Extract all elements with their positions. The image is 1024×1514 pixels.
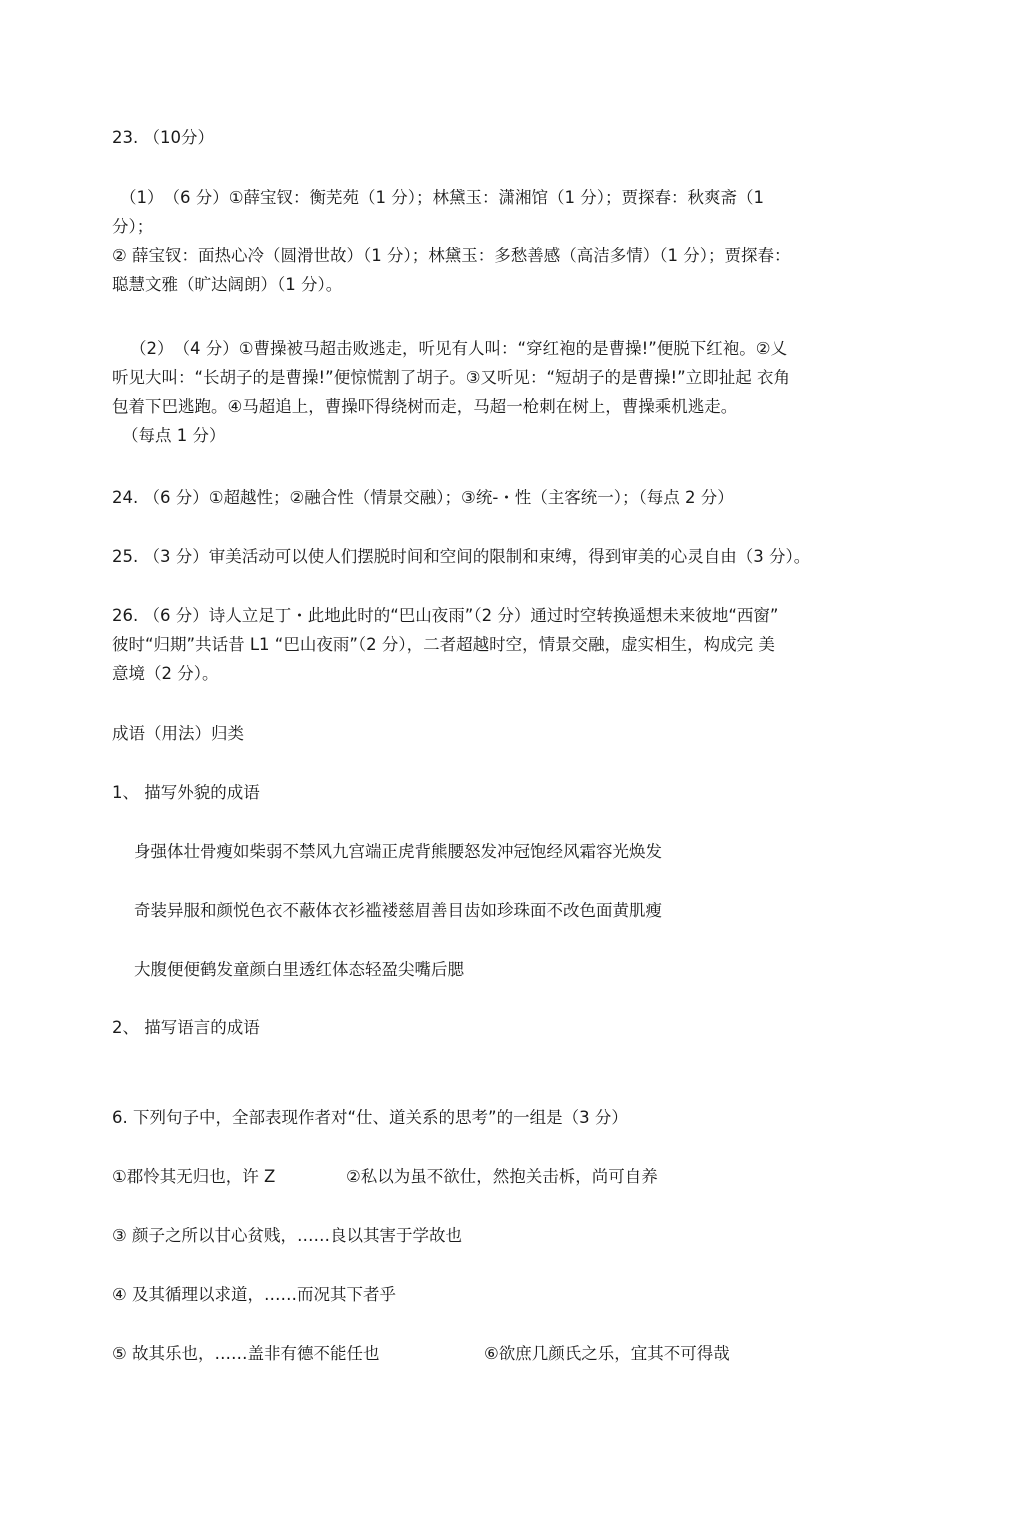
q23-part2-line1: （2） （4 分）①曹操被马超击败逃走，听见有人叫：“穿红袍的是曹操!”便脱下红袍。②乂 [130,339,788,358]
q23-part1-line1: （1） （6 分）①薛宝钗：衡芜苑（1 分）；林黛玉：潇湘馆（1 分）；贾探春：秋爽斋（1 [120,188,765,207]
idioms-title: 成语（用法）归类 [112,724,244,743]
q26-answer [112,601,902,688]
q23-part2-line4: （每点 1 分） [122,426,226,445]
q6-option-2: ②私以为虽不欲仕，然抱关击柝，尚可自养 [346,1167,658,1186]
q6-options-row-3 [112,1339,912,1368]
q24-answer: 24. （6 分）①超越性；②融合性（情景交融）；③统-・性（主客统一）；（每点 2 分） [112,488,734,507]
q6-option-5: ⑤ 故其乐也，……盖非有德不能任也 [112,1344,380,1363]
q26-line3: 意境（2 分）。 [112,664,219,683]
idioms-row-3: 大腹便便鹤发童颜白里透红体态轻盈尖嘴后腮 [134,960,464,979]
q26-line2: 彼时“归期”共话昔 L1 “巴山夜雨”（2 分），二者超越时空，情景交融，虚实相生，构成完 美 [112,635,775,654]
q6-option-4: ④ 及其循理以求道，……而况其下者乎 [112,1285,397,1304]
q6-option-6: ⑥欲庶几颜氏之乐，宜其不可得哉 [484,1344,730,1363]
q23-part1-line2: 分）； [112,217,154,236]
q26-line1: 26. （6 分）诗人立足丁・此地此时的“巴山夜雨”（2 分）通过时空转换遥想未来彼地“西窗” [112,606,779,625]
q6-option-3: ③ 颜子之所以甘心贫贱，……良以其害于学故也 [112,1226,463,1245]
q25-answer: 25. （3 分）审美活动可以使人们摆脱时间和空间的限制和束缚，得到审美的心灵自由（3 分）。 [112,547,811,566]
q23-part2 [112,334,902,450]
q6-options-row-1 [112,1162,912,1191]
idioms-row-1: 身强体壮骨瘦如柴弱不禁风九宫端正虎背熊腰怒发冲冠饱经风霜容光焕发 [134,842,662,861]
q6-option-1: ①郡怜其无归也，许 Z [112,1167,276,1186]
q23-part1-line3: ② 薛宝钗：面热心冷（圆滑世故）（1 分）；林黛玉：多愁善感（高洁多情）（1 分）；贾探春： [112,246,791,265]
q23-part1-line4: 聪慧文雅（旷达阔朗）（1 分）。 [112,275,343,294]
q23-part1 [112,183,902,299]
q6-question: 6. 下列句子中，全部表现作者对“仕、道关系的思考”的一组是（3 分） [112,1108,628,1127]
q23-heading: 23. （10分） [112,128,214,147]
idioms-section-appearance: 1、 描写外貌的成语 [112,783,260,802]
idioms-row-2: 奇装异服和颜悦色衣不蔽体衣衫褴褛慈眉善目齿如珍珠面不改色面黄肌瘦 [134,901,662,920]
q23-part2-line3: 包着下巴逃跑。④马超追上，曹操吓得绕树而走，马超一枪刺在树上，曹操乘机逃走。 [112,397,738,416]
idioms-section-language: 2、 描写语言的成语 [112,1018,260,1037]
q23-part2-line2: 听见大叫：“长胡子的是曹操!”便惊慌割了胡子。③又听见：“短胡子的是曹操!”立即扯起 衣角 [112,368,790,387]
